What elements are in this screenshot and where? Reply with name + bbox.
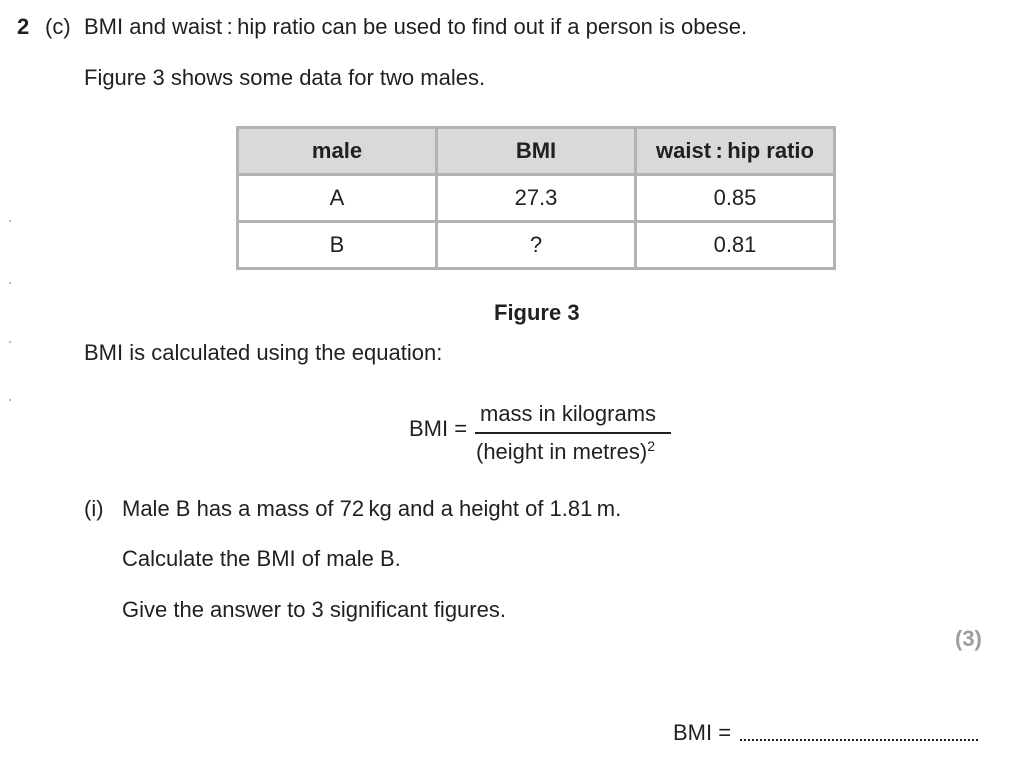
table-row	[238, 175, 835, 222]
header-waist-hip-ratio: waist : hip ratio	[636, 128, 835, 175]
margin-mark	[9, 399, 11, 401]
calculation-instruction: Calculate the BMI of male B.	[122, 546, 401, 571]
equation-lhs: BMI =	[409, 416, 468, 441]
header-male: male	[238, 128, 437, 175]
cell-bmi: ?	[437, 222, 636, 269]
sig-figs-instruction: Give the answer to 3 significant figures.	[122, 597, 506, 622]
cell-ratio: 0.85	[636, 175, 835, 222]
figure-intro-text: Figure 3 shows some data for two males.	[84, 65, 486, 90]
cell-ratio: 0.81	[636, 222, 835, 269]
table-row	[238, 222, 835, 269]
subquestion-label: (i)	[84, 496, 104, 521]
answer-line[interactable]	[740, 739, 978, 741]
cell-male: A	[238, 175, 437, 222]
fraction-bar	[475, 432, 671, 434]
question-part-label: (c)	[45, 14, 71, 39]
margin-mark	[9, 341, 11, 343]
cell-bmi: 27.3	[437, 175, 636, 222]
margin-mark	[9, 220, 11, 222]
marks-label: (3)	[955, 626, 982, 651]
header-bmi: BMI	[437, 128, 636, 175]
question-stem: BMI and waist : hip ratio can be used to find out if a person is obese.	[84, 14, 748, 39]
question-number: 2	[17, 14, 30, 39]
table-header-row	[238, 128, 835, 175]
data-table	[236, 126, 836, 270]
equation-intro: BMI is calculated using the equation:	[84, 340, 443, 365]
denominator-text: (height in metres)	[476, 439, 648, 464]
equation-denominator	[476, 439, 655, 465]
equation-numerator: mass in kilograms	[480, 401, 657, 426]
subquestion-text: Male B has a mass of 72 kg and a height of 1.81 m.	[122, 496, 622, 521]
margin-mark	[9, 282, 11, 284]
answer-label: BMI =	[673, 720, 732, 745]
figure-caption: Figure 3	[494, 300, 580, 325]
exponent: 2	[647, 438, 655, 454]
cell-male: B	[238, 222, 437, 269]
